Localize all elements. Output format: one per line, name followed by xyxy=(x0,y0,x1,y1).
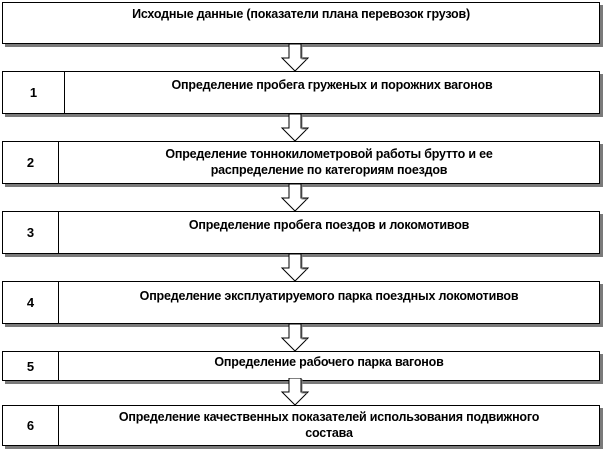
step-box-6 xyxy=(2,405,600,446)
step-label-6-line-1: Определение качественных показателей использования подвижного xyxy=(118,410,540,424)
down-arrow-icon xyxy=(280,44,310,72)
step-number-6: 6 xyxy=(3,406,59,445)
step-label-6-line-2: состава xyxy=(305,426,353,440)
step-label-4: Определение эксплуатируемого парка поездных локомотивов xyxy=(139,289,519,303)
down-arrow-icon xyxy=(280,184,310,212)
step-box-5 xyxy=(2,351,600,381)
header-box xyxy=(2,2,600,44)
down-arrow-icon xyxy=(280,378,310,406)
step-number-2: 2 xyxy=(3,142,59,183)
step-label-3: Определение пробега поездов и локомотивов xyxy=(188,218,470,232)
step-label-2-line-2: распределение по категориям поездов xyxy=(210,163,448,177)
step-number-3: 3 xyxy=(3,212,59,253)
step-box-2 xyxy=(2,141,600,184)
step-number-4: 4 xyxy=(3,282,59,323)
step-number-1: 1 xyxy=(3,72,65,113)
step-number-5: 5 xyxy=(3,352,59,380)
step-label-5: Определение рабочего парка вагонов xyxy=(214,355,444,369)
header-box-label: Исходные данные (показатели плана перевозок грузов) xyxy=(132,7,470,21)
down-arrow-icon xyxy=(280,114,310,142)
step-box-4 xyxy=(2,281,600,324)
down-arrow-icon xyxy=(280,324,310,352)
step-label-2-line-1: Определение тоннокилометровой работы брутто и ее xyxy=(165,147,493,161)
down-arrow-icon xyxy=(280,254,310,282)
step-label-1: Определение пробега груженых и порожних вагонов xyxy=(171,78,493,92)
step-box-3 xyxy=(2,211,600,254)
step-box-1 xyxy=(2,71,600,114)
